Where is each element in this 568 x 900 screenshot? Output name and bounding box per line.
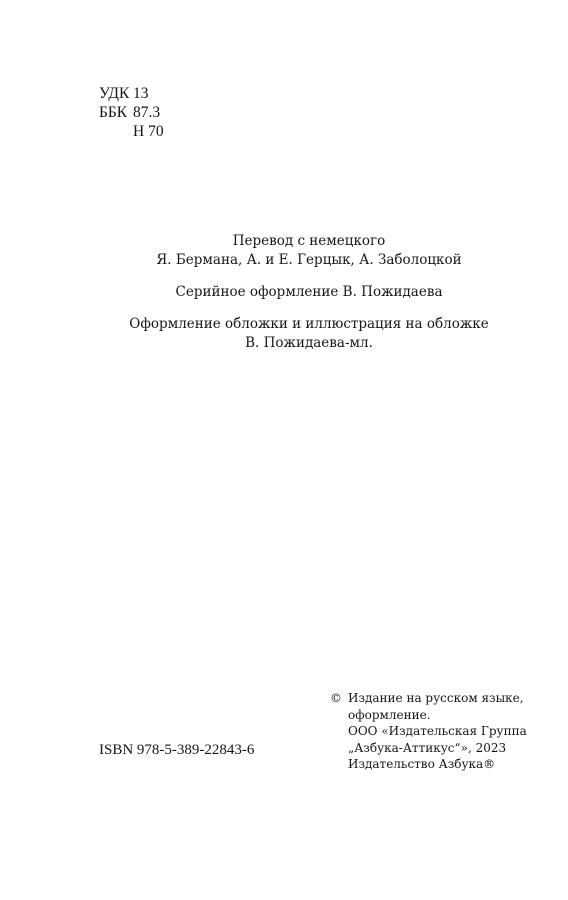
copyright-block (330, 690, 540, 773)
copyright-line-5: Издательство Азбука® (348, 757, 496, 771)
translation-line-2: Я. Бермана, А. и Е. Герцык, А. Заболоцкой (156, 252, 462, 268)
udk-row (99, 84, 164, 103)
classification-block (99, 84, 164, 141)
copyright-line-1: Издание на русском языке, (348, 691, 524, 705)
author-mark: Н 70 (133, 123, 164, 140)
bbk-value: 87.3 (133, 104, 161, 121)
copyright-row (330, 690, 540, 723)
author-mark-row (99, 122, 164, 141)
series-design-credit: Серийное оформление В. Пожидаева (175, 284, 443, 300)
cover-credit-line-2: В. Пожидаева-мл. (245, 335, 373, 351)
credits-block (0, 232, 568, 353)
copyright-line-2: оформление. (348, 707, 431, 722)
udk-label: УДК (99, 85, 130, 102)
translation-line-1: Перевод с немецкого (232, 233, 386, 249)
isbn: ISBN 978-5-389-22843-6 (99, 742, 255, 758)
bbk-row (99, 103, 164, 122)
cover-credit-line-1: Оформление обложки и иллюстрация на обложке (129, 316, 489, 332)
udk-value: 13 (133, 85, 149, 102)
copyright-line-3: ООО «Издательская Группа (348, 724, 527, 738)
bbk-label: ББК (99, 104, 128, 121)
copyright-line-4: „Азбука-Аттикус“», 2023 (348, 740, 507, 755)
copyright-symbol: © (330, 691, 342, 705)
